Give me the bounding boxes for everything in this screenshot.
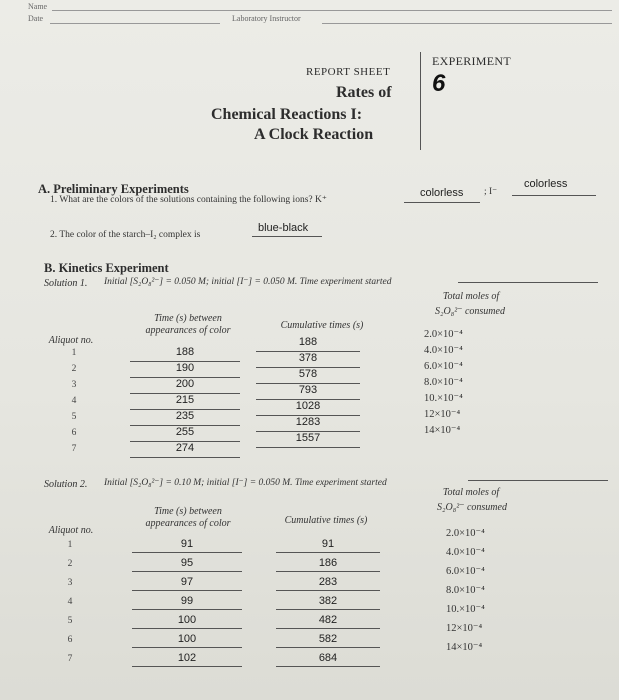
instructor-line: [322, 23, 612, 24]
time-answer-line: [130, 457, 240, 458]
cumulative-time-cell: 1028: [295, 400, 321, 412]
moles-consumed-cell: 10.×10⁻⁴: [446, 604, 485, 615]
time-between-cell: 255: [175, 426, 195, 438]
cumulative-answer-line: [276, 571, 380, 572]
time-answer-line: [132, 571, 242, 572]
moles-consumed-cell: 2.0×10⁻⁴: [446, 528, 485, 539]
time-between-cell: 100: [177, 633, 197, 645]
moles-consumed-cell: 4.0×10⁻⁴: [446, 547, 485, 558]
aliquot-number: 1: [67, 540, 73, 550]
cumulative-answer-line: [256, 447, 360, 448]
date-line: [50, 23, 220, 24]
answer-i-line: [512, 195, 596, 196]
experiment-number: 6: [432, 70, 446, 97]
question-1-text: 1. What are the colors of the solutions containing the following ions? K⁺: [50, 195, 327, 205]
time-between-cell: 215: [175, 394, 195, 406]
time-answer-line: [132, 609, 242, 610]
title-divider: [420, 52, 421, 150]
cumulative-time-cell: 91: [321, 538, 335, 550]
s2-moles-header-2: S₂O₈²⁻ consumed: [437, 502, 507, 513]
time-between-cell: 99: [180, 595, 194, 607]
cumulative-time-cell: 283: [318, 576, 338, 588]
cumulative-time-cell: 186: [318, 557, 338, 569]
s2-aliquot-header: Aliquot no.: [48, 525, 94, 536]
solution-1-label: Solution 1.: [44, 278, 88, 289]
time-between-cell: 190: [175, 362, 195, 374]
s2-moles-header-1: Total moles of: [442, 487, 500, 498]
time-answer-line: [132, 666, 242, 667]
moles-consumed-cell: 4.0×10⁻⁴: [424, 345, 463, 356]
moles-consumed-cell: 6.0×10⁻⁴: [446, 566, 485, 577]
cumulative-answer-line: [276, 647, 380, 648]
experiment-label: EXPERIMENT: [432, 54, 511, 68]
cumulative-answer-line: [276, 552, 380, 553]
answer-k-color: colorless: [420, 187, 464, 199]
instructor-label: Laboratory Instructor: [232, 14, 301, 23]
time-between-cell: 91: [180, 538, 194, 550]
moles-consumed-cell: 10.×10⁻⁴: [424, 393, 463, 404]
cumulative-time-cell: 1557: [295, 432, 321, 444]
aliquot-number: 3: [67, 578, 73, 588]
time-between-cell: 102: [177, 652, 197, 664]
aliquot-number: 3: [71, 380, 77, 390]
moles-consumed-cell: 14×10⁻⁴: [424, 425, 461, 436]
cumulative-time-cell: 1283: [295, 416, 321, 428]
moles-consumed-cell: 12×10⁻⁴: [446, 623, 483, 634]
s2-time-header-1: Time (s) between: [154, 506, 222, 517]
s1-cumulative-header: Cumulative times (s): [280, 320, 364, 331]
cumulative-time-cell: 382: [318, 595, 338, 607]
aliquot-number: 2: [71, 364, 77, 374]
solution-1-conditions: Initial [S₂O₈²⁻] = 0.050 M; initial [I⁻] = 0.050 M. Time experiment started: [104, 277, 392, 287]
aliquot-number: 6: [71, 428, 77, 438]
moles-consumed-cell: 14×10⁻⁴: [446, 642, 483, 653]
answer-k-line: [404, 202, 480, 203]
s1-time-header-2: appearances of color: [145, 325, 231, 336]
i-ion-label: ; I⁻: [484, 187, 498, 197]
cumulative-time-cell: 793: [298, 384, 318, 396]
s1-aliquot-header: Aliquot no.: [48, 335, 94, 346]
moles-consumed-cell: 8.0×10⁻⁴: [446, 585, 485, 596]
time-answer-line: [132, 590, 242, 591]
s1-moles-header-2: S₂O₈²⁻ consumed: [435, 306, 505, 317]
section-a-heading: A. Preliminary Experiments: [38, 182, 189, 196]
moles-consumed-cell: 12×10⁻⁴: [424, 409, 461, 420]
name-label: Name: [28, 2, 48, 11]
time-between-cell: 97: [180, 576, 194, 588]
cumulative-time-cell: 378: [298, 352, 318, 364]
moles-consumed-cell: 2.0×10⁻⁴: [424, 329, 463, 340]
date-label: Date: [28, 14, 44, 23]
solution-1-start-line: [458, 282, 598, 283]
title-line-2: Chemical Reactions I:: [211, 106, 363, 123]
cumulative-time-cell: 684: [318, 652, 338, 664]
answer-i-color: colorless: [524, 178, 568, 190]
time-between-cell: 200: [175, 378, 195, 390]
cumulative-time-cell: 582: [318, 633, 338, 645]
time-between-cell: 95: [180, 557, 194, 569]
time-between-cell: 235: [175, 410, 195, 422]
title-line-1: Rates of: [336, 84, 392, 101]
question-2-text: 2. The color of the starch–I₂ complex is: [50, 230, 201, 240]
cumulative-answer-line: [276, 666, 380, 667]
report-sheet-label: REPORT SHEET: [306, 66, 391, 78]
time-answer-line: [132, 647, 242, 648]
aliquot-number: 4: [67, 597, 73, 607]
cumulative-answer-line: [276, 609, 380, 610]
cumulative-time-cell: 188: [298, 336, 318, 348]
cumulative-answer-line: [276, 590, 380, 591]
solution-2-conditions: Initial [S₂O₈²⁻] = 0.10 M; initial [I⁻] = 0.050 M. Time experiment started: [104, 478, 387, 488]
name-line: [52, 10, 612, 11]
cumulative-time-cell: 578: [298, 368, 318, 380]
cumulative-time-cell: 482: [318, 614, 338, 626]
aliquot-number: 5: [71, 412, 77, 422]
time-between-cell: 100: [177, 614, 197, 626]
aliquot-number: 6: [67, 635, 73, 645]
aliquot-number: 2: [67, 559, 73, 569]
moles-consumed-cell: 6.0×10⁻⁴: [424, 361, 463, 372]
section-b-heading: B. Kinetics Experiment: [44, 261, 169, 275]
answer-starch-line: [252, 236, 322, 237]
s2-time-header-2: appearances of color: [145, 518, 231, 529]
title-line-3: A Clock Reaction: [254, 126, 374, 143]
s1-time-header-1: Time (s) between: [154, 313, 222, 324]
time-between-cell: 274: [175, 442, 195, 454]
aliquot-number: 1: [71, 348, 77, 358]
time-answer-line: [132, 628, 242, 629]
solution-2-start-line: [468, 480, 608, 481]
aliquot-number: 7: [67, 654, 73, 664]
s2-cumulative-header: Cumulative times (s): [284, 515, 368, 526]
s1-moles-header-1: Total moles of: [442, 291, 500, 302]
solution-2-label: Solution 2.: [44, 479, 88, 490]
moles-consumed-cell: 8.0×10⁻⁴: [424, 377, 463, 388]
time-answer-line: [132, 552, 242, 553]
time-between-cell: 188: [175, 346, 195, 358]
aliquot-number: 7: [71, 444, 77, 454]
answer-starch-color: blue-black: [258, 222, 309, 234]
aliquot-number: 5: [67, 616, 73, 626]
cumulative-answer-line: [276, 628, 380, 629]
aliquot-number: 4: [71, 396, 77, 406]
